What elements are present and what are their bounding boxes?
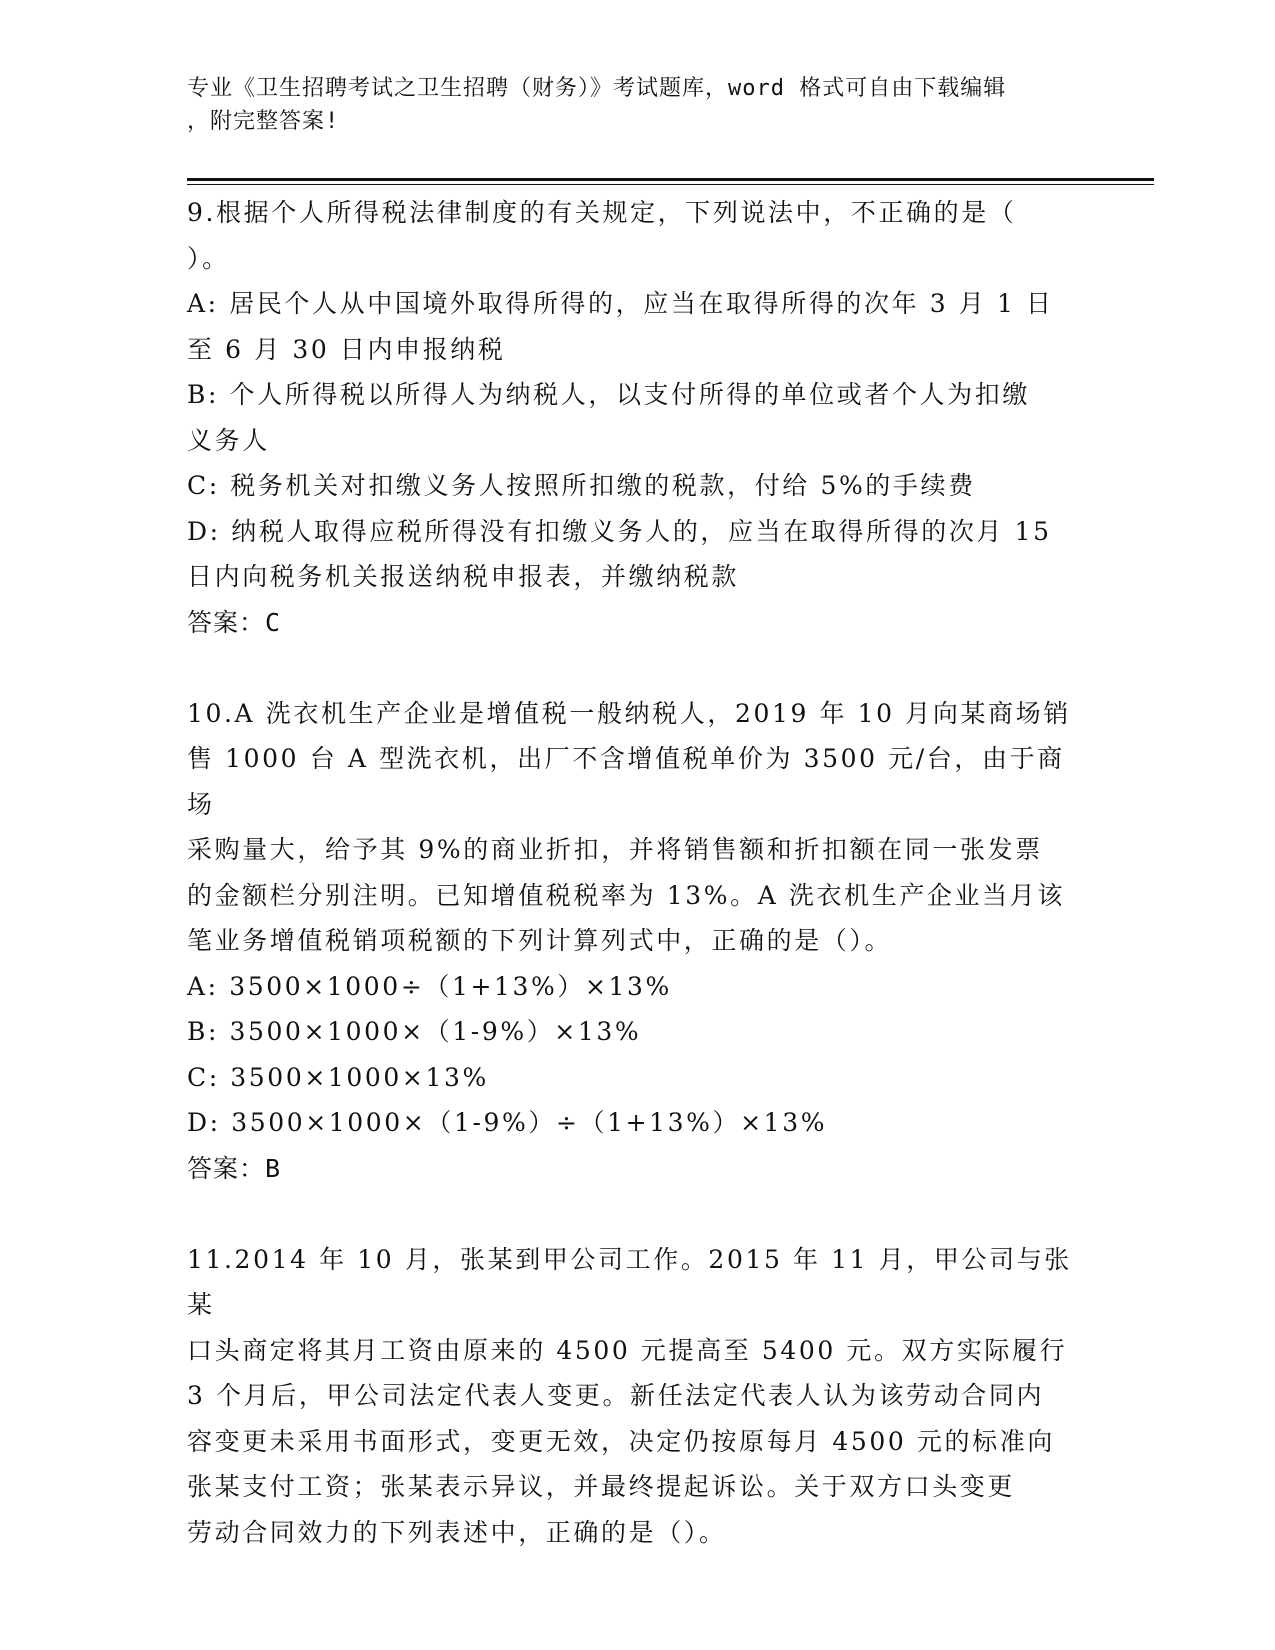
question-stem-line: 3 个月后，甲公司法定代表人变更。新任法定代表人认为该劳动合同内: [187, 1381, 1045, 1410]
page-header: [187, 72, 1087, 138]
question-11: [187, 1237, 1087, 1556]
option-a-line: A: 居民个人从中国境外取得所得的，应当在取得所得的次年 3 月 1 日: [187, 289, 1054, 318]
header-line-1: 专业《卫生招聘考试之卫生招聘（财务）》考试题库，word 格式可自由下载编辑: [187, 76, 1007, 101]
answer-label: 答案：B: [187, 1153, 282, 1183]
header-divider-thick: [187, 178, 1154, 181]
option-b-line: B: 3500×1000×（1-9%）×13%: [187, 1017, 642, 1046]
question-stem-line: 的金额栏分别注明。已知增值税税率为 13%。A 洗衣机生产企业当月该: [187, 880, 1065, 910]
question-stem-line: 张某支付工资；张某表示异议，并最终提起诉讼。关于双方口头变更: [187, 1472, 1016, 1501]
question-stem-line: 采购量大，给予其 9%的商业折扣，并将销售额和折扣额在同一张发票: [187, 835, 1043, 864]
question-10: [187, 691, 1087, 1192]
option-d-line: 日内向税务机关报送纳税申报表，并缴纳税款: [187, 562, 740, 591]
option-b-line: B: 个人所得税以所得人为纳税人，以支付所得的单位或者个人为扣缴: [187, 380, 1030, 409]
question-stem-line: ）。: [187, 243, 230, 273]
option-d-line: D: 纳税人取得应税所得没有扣缴义务人的，应当在取得所得的次月 15: [187, 516, 1052, 546]
question-9: [187, 190, 1087, 645]
question-stem-line: 劳动合同效力的下列表述中，正确的是（）。: [187, 1517, 727, 1547]
question-stem-line: 售 1000 台 A 型洗衣机，出厂不含增值税单价为 3500 元/台，由于商场: [187, 744, 1065, 819]
option-d-line: D: 3500×1000×（1-9%）÷（1+13%）×13%: [187, 1108, 828, 1137]
question-content: [187, 190, 1087, 1555]
question-stem-line: 10.A 洗衣机生产企业是增值税一般纳税人，2019 年 10 月向某商场销: [187, 698, 1071, 728]
option-c-line: C: 税务机关对扣缴义务人按照所扣缴的税款，付给 5%的手续费: [187, 471, 976, 500]
question-stem-line: 9.根据个人所得税法律制度的有关规定，下列说法中，不正确的是（: [187, 198, 1017, 227]
header-line-2: ，附完整答案!: [187, 109, 340, 134]
question-stem-line: 容变更未采用书面形式，变更无效，决定仍按原每月 4500 元的标准向: [187, 1426, 1055, 1456]
option-b-line: 义务人: [187, 425, 270, 455]
option-c-line: C: 3500×1000×13%: [187, 1062, 489, 1092]
question-stem-line: 11.2014 年 10 月，张某到甲公司工作。2015 年 11 月，甲公司与张某: [187, 1244, 1072, 1319]
option-a-line: 至 6 月 30 日内申报纳税: [187, 334, 506, 364]
option-a-line: A: 3500×1000÷（1+13%）×13%: [187, 971, 672, 1001]
question-stem-line: 口头商定将其月工资由原来的 4500 元提高至 5400 元。双方实际履行: [187, 1335, 1068, 1365]
answer-label: 答案：C: [187, 607, 282, 637]
header-divider-thin: [187, 184, 1154, 185]
question-stem-line: 笔业务增值税销项税额的下列计算列式中，正确的是（）。: [187, 926, 893, 955]
